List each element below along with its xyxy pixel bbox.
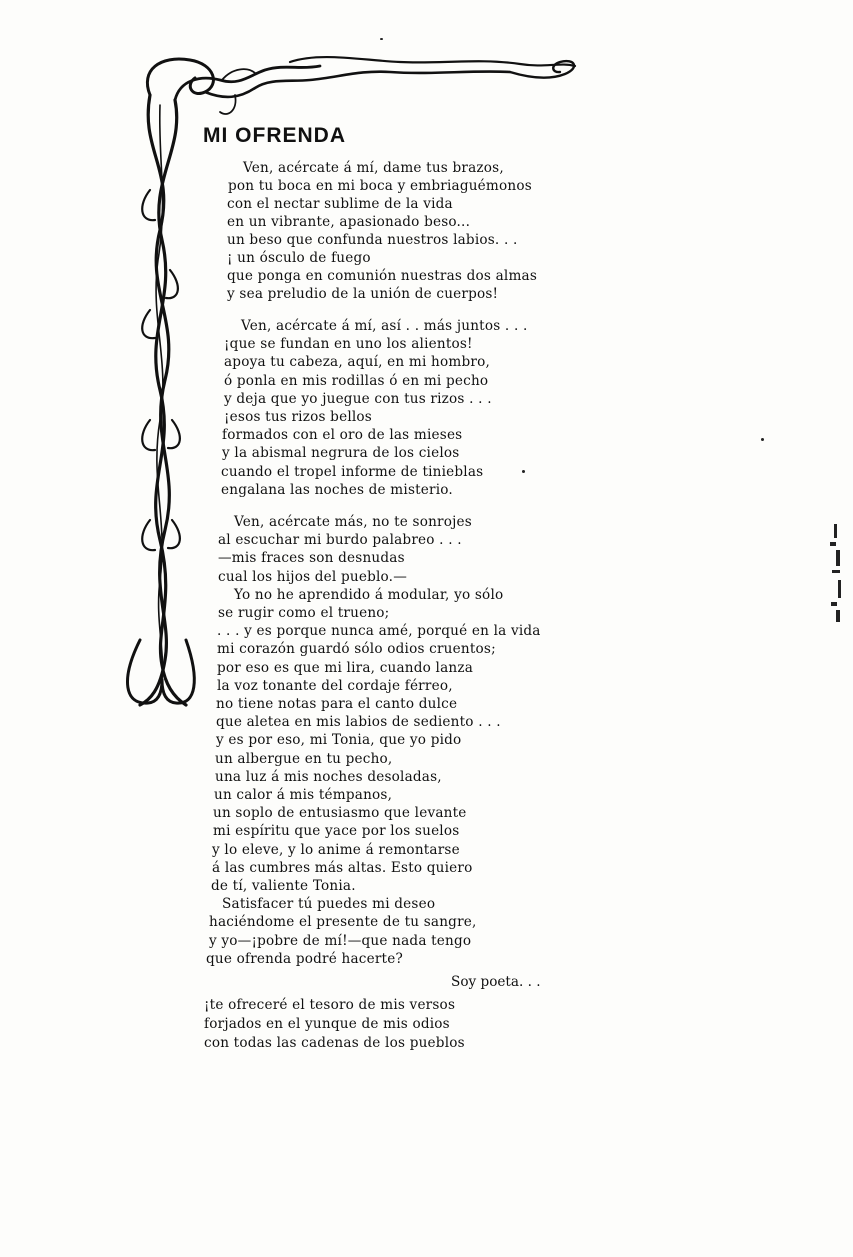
poem-line: ¡te ofreceré el tesoro de mis versos bbox=[204, 997, 456, 1013]
poem-line: por eso es que mi lira, cuando lanza bbox=[217, 660, 474, 676]
signature-line: Soy poeta. . . bbox=[451, 974, 541, 990]
poem-line: no tiene notas para el canto dulce bbox=[216, 696, 458, 712]
poem-line: Ven, acércate más, no te sonrojes bbox=[234, 514, 472, 530]
poem-line: y deja que yo juegue con tus rizos . . . bbox=[224, 391, 492, 407]
poem-line: apoya tu cabeza, aquí, en mi hombro, bbox=[224, 354, 490, 370]
poem-line: mi espíritu que yace por los suelos bbox=[213, 823, 460, 839]
poem-line: forjados en el yunque de mis odios bbox=[204, 1016, 450, 1032]
print-speck bbox=[761, 438, 764, 441]
poem-line: un soplo de entusiasmo que levante bbox=[213, 805, 467, 821]
poem-line: y yo—¡pobre de mí!—que nada tengo bbox=[209, 933, 472, 949]
poem-line: Yo no he aprendido á modular, yo sólo bbox=[234, 587, 504, 603]
poem-line: ó ponla en mis rodillas ó en mi pecho bbox=[224, 373, 489, 389]
poem-line: se rugir como el trueno; bbox=[218, 605, 390, 621]
poem-line: Ven, acércate á mí, dame tus brazos, bbox=[243, 160, 504, 176]
poem-line: y la abismal negrura de los cielos bbox=[222, 445, 460, 461]
poem-line: formados con el oro de las mieses bbox=[222, 427, 463, 443]
poem-line: Satisfacer tú puedes mi deseo bbox=[222, 896, 436, 912]
poem-line: haciéndome el presente de tu sangre, bbox=[209, 914, 477, 930]
poem-line: ¡esos tus rizos bellos bbox=[224, 409, 372, 425]
page-edge-marks bbox=[822, 520, 852, 630]
poem-title: MI OFRENDA bbox=[203, 124, 346, 147]
poem-line: ¡que se fundan en uno los alientos! bbox=[224, 336, 473, 352]
poem-line: en un vibrante, apasionado beso... bbox=[227, 214, 471, 230]
print-speck bbox=[522, 470, 525, 473]
poem-line: con todas las cadenas de los pueblos bbox=[204, 1035, 465, 1051]
poem-line: al escuchar mi burdo palabreo . . . bbox=[218, 532, 462, 548]
poem-line: engalana las noches de misterio. bbox=[221, 482, 453, 498]
poem-line: que ponga en comunión nuestras dos almas bbox=[227, 268, 538, 284]
poem-line: mi corazón guardó sólo odios cruentos; bbox=[217, 641, 496, 657]
poem-line: una luz á mis noches desoladas, bbox=[215, 769, 442, 785]
poem-line: un calor á mis témpanos, bbox=[214, 787, 393, 803]
poem-line: con el nectar sublime de la vida bbox=[227, 196, 453, 212]
poem-line: á las cumbres más altas. Esto quiero bbox=[212, 860, 473, 876]
poem-line: un beso que confunda nuestros labios. . . bbox=[227, 232, 518, 248]
poem-line: cuando el tropel informe de tinieblas bbox=[221, 464, 484, 480]
poem-line: un albergue en tu pecho, bbox=[215, 751, 393, 767]
poem-line: y es por eso, mi Tonia, que yo pido bbox=[216, 732, 462, 748]
poem-line: ¡ un ósculo de fuego bbox=[227, 250, 371, 266]
poem-line: y lo eleve, y lo anime á remontarse bbox=[212, 842, 460, 858]
poem-line: . . . y es porque nunca amé, porqué en la vida bbox=[217, 623, 541, 639]
poem-line: que aletea en mis labios de sediento . . . bbox=[216, 714, 501, 730]
poem-line: cual los hijos del pueblo.— bbox=[218, 569, 407, 585]
poem-line: la voz tonante del cordaje férreo, bbox=[217, 678, 453, 694]
poem-line: de tí, valiente Tonia. bbox=[211, 878, 356, 894]
poem-line: pon tu boca en mi boca y embriaguémonos bbox=[228, 178, 532, 194]
print-speck bbox=[380, 38, 383, 40]
poem-line: —mis fraces son desnudas bbox=[218, 550, 405, 566]
poem-line: Ven, acércate á mí, así . . más juntos . . . bbox=[241, 318, 528, 334]
poem-line: y sea preludio de la unión de cuerpos! bbox=[227, 286, 499, 302]
poem-line: que ofrenda podré hacerte? bbox=[206, 951, 403, 967]
